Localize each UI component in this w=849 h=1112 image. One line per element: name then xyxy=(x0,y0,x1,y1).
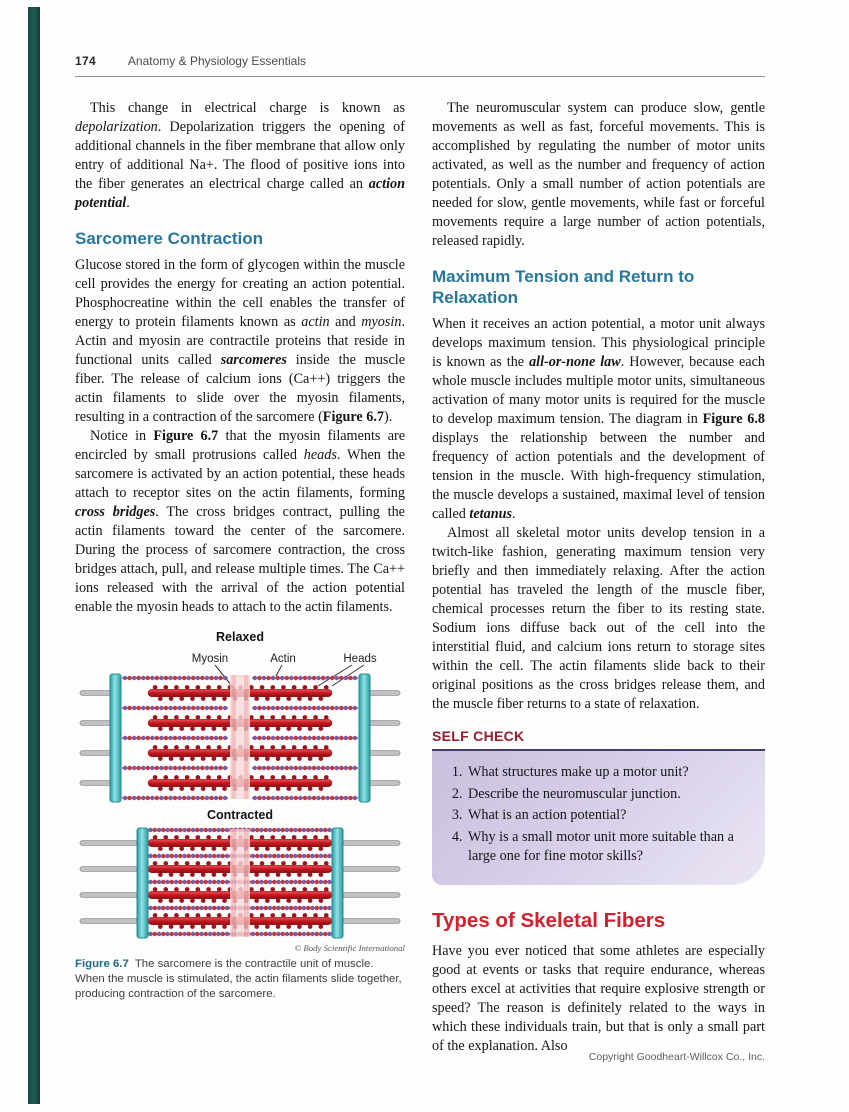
self-check-section xyxy=(432,728,765,885)
self-check-question: 1. What structures make up a motor unit? xyxy=(466,763,753,783)
z-disc-left xyxy=(110,674,121,802)
label-contracted: Contracted xyxy=(207,808,273,822)
right-column xyxy=(432,99,765,1056)
self-check-question: 2. Describe the neuromuscular junction. xyxy=(466,785,753,805)
self-check-box xyxy=(432,749,765,885)
paragraph-all-or-none: When it receives an action potential, a motor unit always develops maximum tension. This physiological principle is known as the all-or-none law. However, because each whole muscle includes multiple motor units, simultaneous activation of many motor units is required for the muscle to develop maximum tension. The diagram in Figure 6.8 displays the relationship between the number and frequency of action potentials and the development of tension in the muscle. With high-frequency stimulation, the muscle develops a sustained, maximal level of tension called tetanus. xyxy=(432,316,765,522)
figure-6-7 xyxy=(75,629,405,1001)
page-content xyxy=(75,0,765,1056)
figure-caption-text: The sarcomere is the contractile unit of muscle. When the muscle is stimulated, the actin filaments slide together, producing contraction of the sarcomere. xyxy=(75,958,402,1000)
page-number: 174 xyxy=(75,54,96,68)
figure-caption-number: Figure 6.7 xyxy=(75,958,129,970)
label-actin: Actin xyxy=(270,653,296,665)
paragraph-notice-figure: Notice in Figure 6.7 that the myosin filaments are encircled by small protrusions called heads. When the sarcomere is activated by an action potential, these heads attach to receptor sites on the actin filaments, forming cross bridges. The cross bridges contract, pulling the actin filaments toward the center of the sarcomere. During the process of sarcomere contraction, the cross bridges attach, pull, and release multiple times. The Ca++ ions released with the arrival of the action potential enable the myosin heads to attach to the actin filaments. xyxy=(75,428,406,615)
self-check-question: 4. Why is a small motor unit more suitable than a large one for fine motor skills? xyxy=(466,828,753,867)
label-heads: Heads xyxy=(343,653,377,665)
heading-sarcomere-contraction: Sarcomere Contraction xyxy=(75,229,263,248)
book-title: Anatomy & Physiology Essentials xyxy=(127,54,307,68)
self-check-heading: SELF CHECK xyxy=(432,728,525,744)
paragraph-neuromuscular: The neuromuscular system can produce slow, gentle movements as well as fast, forceful movements. This is accomplished by regulating the number of motor units activated, as well as the number and frequency of action potentials. Only a small number of action potentials are needed for slow, gentle movements, while fast or forceful movements require a large number of action potentials, released rapidly. xyxy=(432,100,765,249)
paragraph-types-intro: Have you ever noticed that some athletes are especially good at events or tasks that require endurance, whereas others excel at activities that require explosive strength or speed? The reason is definitely related to the ways in which these individuals train, but that is only a small part of the explanation. Also xyxy=(432,942,765,1054)
m-line-band xyxy=(230,675,250,799)
paragraph-depolarization: This change in electrical charge is known as depolarization. Depolarization triggers the opening of additional channels in the fiber membrane that allow only entry of additional Na+. The flood of positive ions into the fiber generates an electrical charge called an action potential. xyxy=(75,100,405,211)
self-check-question: 3. What is an action potential? xyxy=(466,806,753,826)
copyright-footer: Copyright Goodheart-Willcox Co., Inc. xyxy=(588,1051,765,1063)
two-column-layout xyxy=(75,99,765,1056)
m-line-band xyxy=(230,829,250,937)
left-column xyxy=(75,99,405,1056)
heading-maximum-tension: Maximum Tension and Return to Relaxation xyxy=(432,267,695,307)
contracted-sarcomere-illustration xyxy=(80,828,400,938)
self-check-question-list xyxy=(440,763,753,867)
label-myosin: Myosin xyxy=(191,653,229,665)
relaxed-sarcomere-illustration xyxy=(80,674,400,802)
figure-caption xyxy=(75,957,405,1001)
sarcomere-diagram xyxy=(75,629,405,941)
page-edge-stripe xyxy=(28,7,40,1104)
heading-types-of-skeletal-fibers: Types of Skeletal Fibers xyxy=(432,908,666,932)
figure-credit: © Body Scientific International xyxy=(294,943,405,953)
z-disc-left xyxy=(137,828,148,938)
paragraph-glucose: Glucose stored in the form of glycogen within the muscle cell provides the energy for creating an action potential. Phosphocreatine within the cell enables the transfer of energy to protein filaments known as actin and myosin. Actin and myosin are contractile proteins that reside in functional units called sarcomeres inside the muscle fiber. The release of calcium ions (Ca++) triggers the actin filaments to slide over the myosin filaments, resulting in a contraction of the sarcomere (Figure 6.7). xyxy=(75,257,405,425)
paragraph-relaxation: Almost all skeletal motor units develop tension in a twitch-like fashion, generating maximum tension very briefly and then immediately relaxing. After the action potential has traveled the length of the muscle fiber, chemical processes return the fiber to its resting state. Sodium ions diffuse back out of the cell into the interstitial fluid, and calcium ions return to storage sites within the cell. The actin filaments slide back to their original positions as the cross bridges release them, and the muscle fiber returns to a state of relaxation. xyxy=(432,525,765,712)
label-relaxed: Relaxed xyxy=(216,630,264,644)
z-disc-right xyxy=(332,828,343,938)
page-header xyxy=(75,54,765,77)
z-disc-right xyxy=(359,674,370,802)
